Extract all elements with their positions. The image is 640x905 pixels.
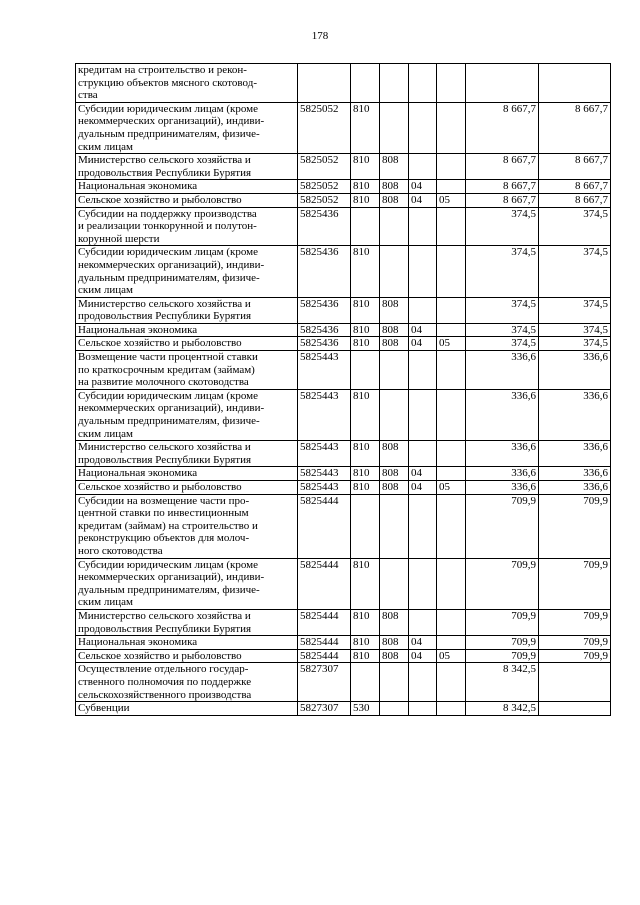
ministry-code-cell: [380, 558, 409, 609]
section-cell: 04: [409, 337, 437, 351]
target-code-cell: 5825444: [298, 649, 351, 663]
subsection-cell: 05: [437, 193, 466, 207]
subsection-cell: [437, 609, 466, 635]
expense-type-cell: [351, 207, 380, 246]
table-row: [76, 609, 611, 635]
section-cell: [409, 609, 437, 635]
section-cell: 04: [409, 481, 437, 495]
table-row: [76, 297, 611, 323]
amount-cell: 8 667,7: [466, 154, 539, 180]
ministry-code-cell: [380, 494, 409, 558]
ministry-code-cell: [380, 663, 409, 702]
section-cell: 04: [409, 180, 437, 194]
amount-cell-2: 8 667,7: [539, 154, 611, 180]
expense-type-cell: 810: [351, 558, 380, 609]
row-name-cell: Субсидии на поддержку производства и реализации тонкорунной и полутон- корунной шерсти: [76, 207, 298, 246]
table-row: [76, 323, 611, 337]
expense-type-cell: 810: [351, 102, 380, 153]
section-cell: [409, 494, 437, 558]
expense-type-cell: 810: [351, 389, 380, 440]
table-row: [76, 337, 611, 351]
subsection-cell: [437, 351, 466, 390]
amount-cell-2: [539, 64, 611, 103]
expense-type-cell: 530: [351, 702, 380, 716]
amount-cell: 374,5: [466, 207, 539, 246]
subsection-cell: [437, 246, 466, 297]
subsection-cell: 05: [437, 481, 466, 495]
subsection-cell: 05: [437, 337, 466, 351]
amount-cell-2: 8 667,7: [539, 193, 611, 207]
target-code-cell: 5825444: [298, 494, 351, 558]
section-cell: 04: [409, 467, 437, 481]
section-cell: [409, 154, 437, 180]
expense-type-cell: [351, 663, 380, 702]
subsection-cell: 05: [437, 649, 466, 663]
amount-cell: 336,6: [466, 441, 539, 467]
amount-cell-2: [539, 663, 611, 702]
expense-type-cell: 810: [351, 154, 380, 180]
subsection-cell: [437, 154, 466, 180]
table-row: [76, 64, 611, 103]
section-cell: 04: [409, 636, 437, 650]
table-row: [76, 441, 611, 467]
target-code-cell: 5825443: [298, 467, 351, 481]
ministry-code-cell: [380, 702, 409, 716]
table-row: [76, 246, 611, 297]
section-cell: [409, 102, 437, 153]
target-code-cell: 5825444: [298, 609, 351, 635]
expense-type-cell: [351, 351, 380, 390]
section-cell: [409, 663, 437, 702]
expense-type-cell: 810: [351, 180, 380, 194]
section-cell: [409, 702, 437, 716]
target-code-cell: 5825436: [298, 323, 351, 337]
table-row: [76, 636, 611, 650]
section-cell: [409, 351, 437, 390]
amount-cell-2: 709,9: [539, 494, 611, 558]
expense-type-cell: 810: [351, 337, 380, 351]
amount-cell-2: 374,5: [539, 207, 611, 246]
page-number: 178: [311, 30, 329, 42]
row-name-cell: Субвенции: [76, 702, 298, 716]
target-code-cell: 5825443: [298, 481, 351, 495]
row-name-cell: Национальная экономика: [76, 467, 298, 481]
amount-cell: 709,9: [466, 649, 539, 663]
section-cell: 04: [409, 323, 437, 337]
expense-type-cell: 810: [351, 636, 380, 650]
target-code-cell: 5825436: [298, 246, 351, 297]
expense-type-cell: 810: [351, 323, 380, 337]
amount-cell: 8 667,7: [466, 180, 539, 194]
table-row: [76, 154, 611, 180]
amount-cell: 709,9: [466, 609, 539, 635]
target-code-cell: 5825444: [298, 558, 351, 609]
ministry-code-cell: 808: [380, 636, 409, 650]
table-row: [76, 481, 611, 495]
ministry-code-cell: [380, 389, 409, 440]
row-name-cell: Субсидии юридическим лицам (кроме некоммерческих организаций), индиви- дуальным предпринимателям, физиче- ским лицам: [76, 246, 298, 297]
amount-cell: 336,6: [466, 389, 539, 440]
expense-type-cell: 810: [351, 193, 380, 207]
subsection-cell: [437, 558, 466, 609]
subsection-cell: [437, 389, 466, 440]
target-code-cell: 5825443: [298, 441, 351, 467]
row-name-cell: Сельское хозяйство и рыболовство: [76, 337, 298, 351]
amount-cell: 336,6: [466, 351, 539, 390]
target-code-cell: 5825443: [298, 389, 351, 440]
subsection-cell: [437, 636, 466, 650]
target-code-cell: 5825052: [298, 193, 351, 207]
subsection-cell: [437, 323, 466, 337]
row-name-cell: Сельское хозяйство и рыболовство: [76, 481, 298, 495]
row-name-cell: кредитам на строительство и рекон- струкцию объектов мясного скотовод- ства: [76, 64, 298, 103]
amount-cell-2: 709,9: [539, 636, 611, 650]
amount-cell: 336,6: [466, 467, 539, 481]
row-name-cell: Национальная экономика: [76, 323, 298, 337]
table-row: [76, 702, 611, 716]
ministry-code-cell: 808: [380, 609, 409, 635]
ministry-code-cell: 808: [380, 180, 409, 194]
amount-cell: 709,9: [466, 636, 539, 650]
ministry-code-cell: [380, 246, 409, 297]
amount-cell-2: 8 667,7: [539, 102, 611, 153]
amount-cell-2: 336,6: [539, 351, 611, 390]
section-cell: [409, 64, 437, 103]
amount-cell: 8 667,7: [466, 102, 539, 153]
row-name-cell: Министерство сельского хозяйства и продовольствия Республики Бурятия: [76, 441, 298, 467]
amount-cell: 8 342,5: [466, 663, 539, 702]
subsection-cell: [437, 663, 466, 702]
amount-cell-2: 374,5: [539, 337, 611, 351]
table-row: [76, 193, 611, 207]
amount-cell: 336,6: [466, 481, 539, 495]
expense-type-cell: 810: [351, 467, 380, 481]
ministry-code-cell: 808: [380, 337, 409, 351]
ministry-code-cell: 808: [380, 297, 409, 323]
expense-type-cell: 810: [351, 441, 380, 467]
table-row: [76, 494, 611, 558]
ministry-code-cell: [380, 207, 409, 246]
row-name-cell: Сельское хозяйство и рыболовство: [76, 649, 298, 663]
target-code-cell: 5825444: [298, 636, 351, 650]
row-name-cell: Министерство сельского хозяйства и продовольствия Республики Бурятия: [76, 154, 298, 180]
ministry-code-cell: 808: [380, 441, 409, 467]
table-row: [76, 467, 611, 481]
section-cell: [409, 441, 437, 467]
row-name-cell: Министерство сельского хозяйства и продовольствия Республики Бурятия: [76, 609, 298, 635]
subsection-cell: [437, 441, 466, 467]
table-row: [76, 649, 611, 663]
subsection-cell: [437, 702, 466, 716]
target-code-cell: 5825052: [298, 154, 351, 180]
target-code-cell: [298, 64, 351, 103]
amount-cell-2: 709,9: [539, 609, 611, 635]
ministry-code-cell: 808: [380, 193, 409, 207]
expense-type-cell: 810: [351, 297, 380, 323]
target-code-cell: 5825436: [298, 337, 351, 351]
target-code-cell: 5825052: [298, 102, 351, 153]
row-name-cell: Субсидии юридическим лицам (кроме некоммерческих организаций), индиви- дуальным предпринимателям, физиче- ским лицам: [76, 389, 298, 440]
amount-cell: 709,9: [466, 558, 539, 609]
amount-cell: 374,5: [466, 337, 539, 351]
expense-type-cell: [351, 64, 380, 103]
amount-cell: 8 667,7: [466, 193, 539, 207]
expense-type-cell: [351, 494, 380, 558]
row-name-cell: Субсидии юридическим лицам (кроме некоммерческих организаций), индиви- дуальным предпринимателям, физиче- ским лицам: [76, 102, 298, 153]
subsection-cell: [437, 494, 466, 558]
table-row: [76, 558, 611, 609]
target-code-cell: 5825436: [298, 297, 351, 323]
table-row: [76, 180, 611, 194]
ministry-code-cell: 808: [380, 154, 409, 180]
amount-cell: 374,5: [466, 246, 539, 297]
target-code-cell: 5827307: [298, 702, 351, 716]
ministry-code-cell: [380, 102, 409, 153]
amount-cell-2: 709,9: [539, 558, 611, 609]
table-row: [76, 102, 611, 153]
subsection-cell: [437, 207, 466, 246]
amount-cell-2: [539, 702, 611, 716]
amount-cell-2: 374,5: [539, 246, 611, 297]
expense-type-cell: 810: [351, 481, 380, 495]
section-cell: 04: [409, 193, 437, 207]
row-name-cell: Осуществление отдельного государ- ственного полномочия по поддержке сельскохозяйственного производства: [76, 663, 298, 702]
amount-cell-2: 374,5: [539, 323, 611, 337]
amount-cell-2: 336,6: [539, 441, 611, 467]
subsection-cell: [437, 297, 466, 323]
section-cell: 04: [409, 649, 437, 663]
budget-table: [75, 63, 611, 716]
amount-cell-2: 709,9: [539, 649, 611, 663]
amount-cell-2: 336,6: [539, 467, 611, 481]
section-cell: [409, 558, 437, 609]
target-code-cell: 5825052: [298, 180, 351, 194]
row-name-cell: Субсидии на возмещение части про- центной ставки по инвестиционным кредитам (займам) на строительство и реконструкцию объектов для молоч- ного скотоводства: [76, 494, 298, 558]
ministry-code-cell: 808: [380, 481, 409, 495]
amount-cell: 709,9: [466, 494, 539, 558]
ministry-code-cell: 808: [380, 323, 409, 337]
table-row: [76, 663, 611, 702]
row-name-cell: Субсидии юридическим лицам (кроме некоммерческих организаций), индиви- дуальным предпринимателям, физиче- ским лицам: [76, 558, 298, 609]
table-row: [76, 389, 611, 440]
target-code-cell: 5825443: [298, 351, 351, 390]
target-code-cell: 5827307: [298, 663, 351, 702]
expense-type-cell: 810: [351, 609, 380, 635]
target-code-cell: 5825436: [298, 207, 351, 246]
amount-cell: 8 342,5: [466, 702, 539, 716]
amount-cell: 374,5: [466, 323, 539, 337]
amount-cell-2: 336,6: [539, 481, 611, 495]
section-cell: [409, 207, 437, 246]
table-row: [76, 207, 611, 246]
subsection-cell: [437, 180, 466, 194]
row-name-cell: Сельское хозяйство и рыболовство: [76, 193, 298, 207]
section-cell: [409, 246, 437, 297]
ministry-code-cell: [380, 351, 409, 390]
amount-cell-2: 336,6: [539, 389, 611, 440]
expense-type-cell: 810: [351, 246, 380, 297]
section-cell: [409, 389, 437, 440]
amount-cell-2: 8 667,7: [539, 180, 611, 194]
row-name-cell: Министерство сельского хозяйства и продовольствия Республики Бурятия: [76, 297, 298, 323]
ministry-code-cell: [380, 64, 409, 103]
table-row: [76, 351, 611, 390]
amount-cell: 374,5: [466, 297, 539, 323]
subsection-cell: [437, 102, 466, 153]
amount-cell: [466, 64, 539, 103]
subsection-cell: [437, 467, 466, 481]
ministry-code-cell: 808: [380, 649, 409, 663]
expense-type-cell: 810: [351, 649, 380, 663]
ministry-code-cell: 808: [380, 467, 409, 481]
section-cell: [409, 297, 437, 323]
row-name-cell: Возмещение части процентной ставки по краткосрочным кредитам (займам) на развитие молочного скотоводства: [76, 351, 298, 390]
amount-cell-2: 374,5: [539, 297, 611, 323]
subsection-cell: [437, 64, 466, 103]
row-name-cell: Национальная экономика: [76, 636, 298, 650]
row-name-cell: Национальная экономика: [76, 180, 298, 194]
